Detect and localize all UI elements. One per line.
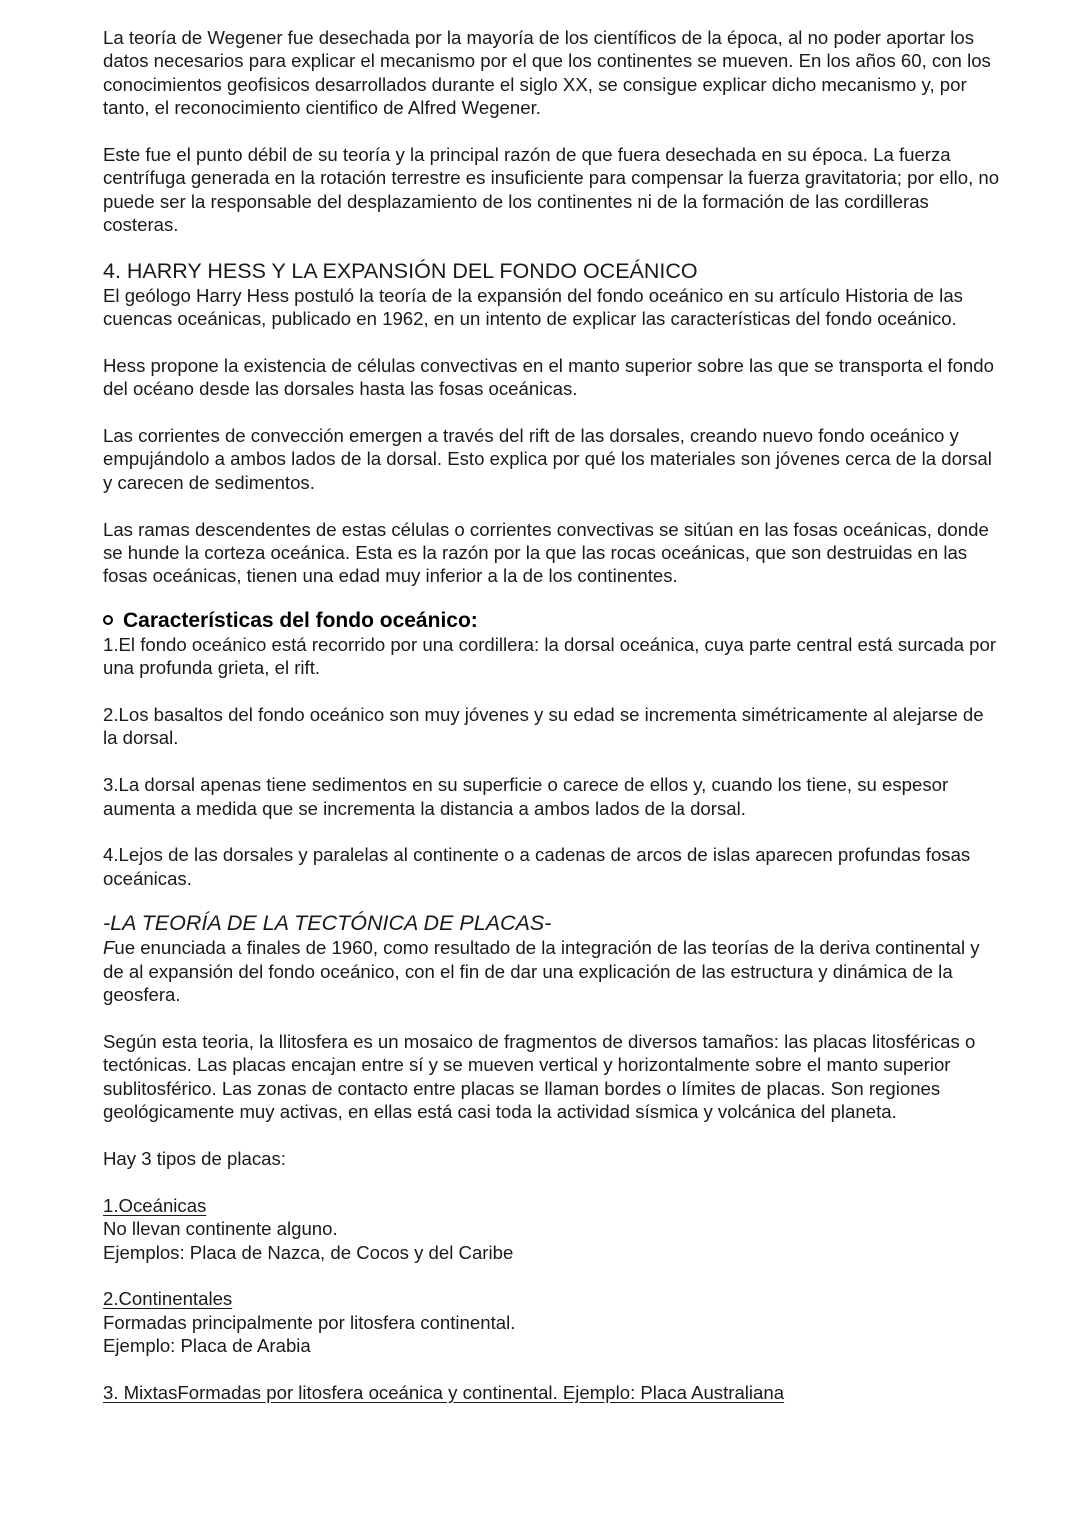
plate-types-intro: Hay 3 tipos de placas: xyxy=(103,1147,286,1169)
plate-type-2-line-2: Ejemplo: Placa de Arabia xyxy=(103,1335,311,1357)
characteristic-item-4: 4.Lejos de las dorsales y paralelas al continente o a cadenas de arcos de islas aparecen profundas fosas oceánicas. xyxy=(103,844,971,889)
intro-paragraph-2: Este fue el punto débil de su teoría y la principal razón de que fuera desechada en su época. La fuerza centrífuga generada en la rotación terrestre es insuficiente para compensar la fuerza gravitatoria; por ello, no puede ser la responsable del desplazamiento de los continentes ni de la formación de las cordilleras costeras. xyxy=(103,144,1000,236)
tectonics-paragraph-2: Según esta teoria, la llitosfera es un mosaico de fragmentos de diversos tamaños: las placas litosféricas o tectónicas. Las placas encajan entre sí y se mueven vertical y horizontalmente sobre el manto superior sublitosférico. Las zonas de contacto entre placas se llaman bordes o límites de placas. Son regiones geológicamente muy activas, en ellas está casi toda la actividad sísmica y volcánica del planeta. xyxy=(103,1030,976,1123)
characteristic-item-3: 3.La dorsal apenas tiene sedimentos en su superficie o carece de ellos y, cuando los tiene, su espesor aumenta a medida que se incrementa la distancia a ambos lados de la dorsal. xyxy=(103,774,949,819)
circle-bullet-icon xyxy=(103,615,113,625)
characteristic-item-1: 1.El fondo oceánico está recorrido por una cordillera: la dorsal oceánica, cuya parte central está surcada por una profunda grieta, el rift. xyxy=(103,633,997,679)
document-page xyxy=(103,26,1003,1404)
plate-type-3: 3. MixtasFormadas por litosfera oceánica y continental. Ejemplo: Placa Australiana xyxy=(103,1381,785,1403)
plate-type-1-line-2: Ejemplos: Placa de Nazca, de Cocos y del Caribe xyxy=(103,1241,514,1263)
plate-type-1-line-1: No llevan continente alguno. xyxy=(103,1218,338,1240)
tectonics-first-letter: F xyxy=(103,937,115,959)
tectonics-paragraph-1-rest: ue enunciada a finales de 1960, como resultado de la integración de las teorías de la deriva continental y de al expansión del fondo oceánico, con el fin de dar una explicación de las estructura y dinámica de la geosfera. xyxy=(103,937,980,1006)
section-4-paragraph-3: Las corrientes de convección emergen a través del rift de las dorsales, creando nuevo fondo oceánico y empujándolo a ambos lados de la dorsal. Esto explica por qué los materiales son jóvenes cerca de la dorsal y carecen de sedimentos. xyxy=(103,425,992,493)
characteristic-item-2: 2.Los basaltos del fondo oceánico son muy jóvenes y su edad se incrementa simétricamente al alejarse de la dorsal. xyxy=(103,704,984,749)
section-4-paragraph-1: El geólogo Harry Hess postuló la teoría de la expansión del fondo oceánico en su artículo Historia de las cuencas oceánicas, publicado en 1962, en un intento de explicar las características del fondo oceánico. xyxy=(103,284,963,330)
characteristics-heading xyxy=(103,608,1003,633)
tectonics-paragraph-1 xyxy=(103,936,1003,1006)
plate-type-2-line-1: Formadas principalmente por litosfera continental. xyxy=(103,1311,516,1333)
plate-type-1-title: 1.Oceánicas xyxy=(103,1194,207,1216)
section-4-paragraph-2: Hess propone la existencia de células convectivas en el manto superior sobre las que se transporta el fondo del océano desde las dorsales hasta las fosas oceánicas. xyxy=(103,354,994,400)
section-4-heading: 4. HARRY HESS Y LA EXPANSIÓN DEL FONDO OCEÁNICO xyxy=(103,258,698,283)
intro-paragraph-1: La teoría de Wegener fue desechada por la mayoría de los científicos de la época, al no poder aportar los datos necesarios para explicar el mecanismo por el que los continentes se mueven. En los años 60, con los conocimientos geofisicos desarrollados durante el siglo XX, se consigue explicar dicho mecanismo y, por tanto, el reconocimiento cientifico de Alfred Wegener. xyxy=(103,27,991,119)
characteristics-title: Características del fondo oceánico: xyxy=(123,608,478,632)
plate-type-2-title: 2.Continentales xyxy=(103,1288,233,1310)
tectonics-heading: -LA TEORÍA DE LA TECTÓNICA DE PLACAS- xyxy=(103,911,552,936)
section-4-paragraph-4: Las ramas descendentes de estas células o corrientes convectivas se sitúan en las fosas oceánicas, donde se hunde la corteza oceánica. Esta es la razón por la que las rocas oceánicas, que son destruidas en las fosas oceánicas, tienen una edad muy inferior a la de los continentes. xyxy=(103,518,989,587)
